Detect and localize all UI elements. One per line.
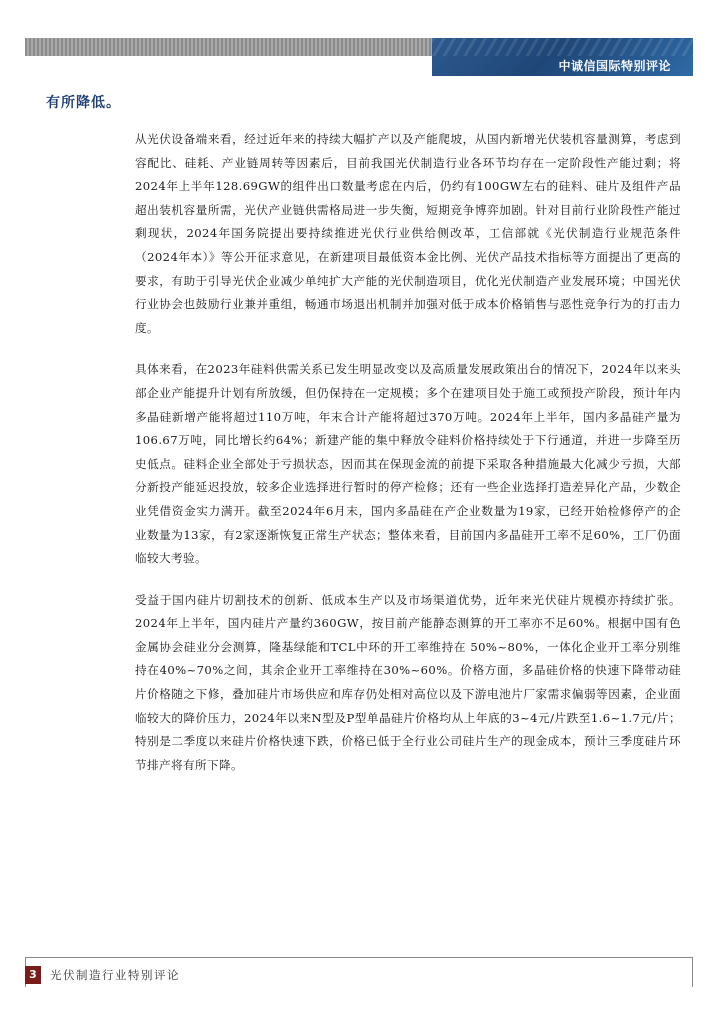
paragraph-wafer: 受益于国内硅片切割技术的创新、低成本生产以及市场渠道优势，近年来光伏硅片规模亦持续扩张。2024年上半年，国内硅片产量约360GW，按目前产能静态测算的开工率亦不足60%。根据中国有色金属协会硅业分会测算，隆基绿能和TCL中环的开工率维持在 50%~80%，一体化企业开工率分别维持在40%~70%之间，其余企业开工率维持在30%~60%。价格方面，多晶硅价格的快速下降带动硅片价格随之下修，叠加硅片市场供应和库存仍处相对高位以及下游电池片厂家需求偏弱等因素，企业面临较大的降价压力，2024年以来N型及P型单晶硅片价格均从上年底的3~4元/片跌至1.6~1.7元/片；特别是二季度以来硅片价格快速下跌，价格已低于全行业公司硅片生产的现金成本，预计三季度硅片环节排产将有所下降。: [135, 592, 681, 772]
page-number-badge: 3: [25, 966, 41, 984]
header-title: 中诚信国际特别评论: [558, 59, 671, 73]
header-blue-block: [432, 38, 693, 76]
lead-line: 有所降低。: [46, 95, 121, 111]
paragraph-polysilicon: 具体来看，在2023年硅料供需关系已发生明显改变以及高质量发展政策出台的情况下，2024年以来头部企业产能提升计划有所放缓，但仍保持在一定规模；多个在建项目处于施工或预投产阶段，预计年内多晶硅新增产能将超过110万吨，年末合计产能将超过370万吨。2024年上半年，国内多晶硅产量为106.67万吨，同比增长约64%；新建产能的集中释放令硅料价格持续处于下行通道，并进一步降至历史低点。硅料企业全部处于亏损状态，因而其在保现金流的前提下采取各种措施最大化减少亏损，大部分新投产能延迟投放，较多企业选择进行暂时的停产检修；还有一些企业选择打造差异化产品，少数企业凭借资金实力满开。截至2024年6月末，国内多晶硅在产企业数量为19家，已经开始检修停产的企业数量为13家，有2家逐渐恢复正常生产状态；整体来看，目前国内多晶硅开工率不足60%，工厂仍面临较大考验。: [135, 362, 681, 566]
footer-title: 光伏制造行业特别评论: [50, 968, 180, 982]
header-band: [25, 38, 693, 76]
footer-divider: [25, 957, 693, 958]
body-content: [135, 128, 681, 795]
paragraph-equipment: 从光伏设备端来看，经过近年来的持续大幅扩产以及产能爬坡，从国内新增光伏装机容量测算，考虑到容配比、硅耗、产业链周转等因素后，目前我国光伏制造行业各环节均存在一定阶段性产能过剩；将2024年上半年128.69GW的组件出口数量考虑在内后，仍约有100GW左右的硅料、硅片及组件产品超出装机容量所需，光伏产业链供需格局进一步失衡，短期竞争博弈加剧。针对目前行业阶段性产能过剩现状，2024年国务院提出要持续推进光伏行业供给侧改革，工信部就《光伏制造行业规范条件（2024年本）》等公开征求意见，在新建项目最低资本金比例、光伏产品技术指标等方面提出了更高的要求，有助于引导光伏企业减少单纯扩大产能的光伏制造项目，优化光伏制造产业发展环境；中国光伏行业协会也鼓励行业兼并重组，畅通市场退出机制并加强对低于成本价格销售与恶性竞争行为的打击力度。: [135, 132, 681, 335]
footer-right-rule: [692, 957, 693, 987]
